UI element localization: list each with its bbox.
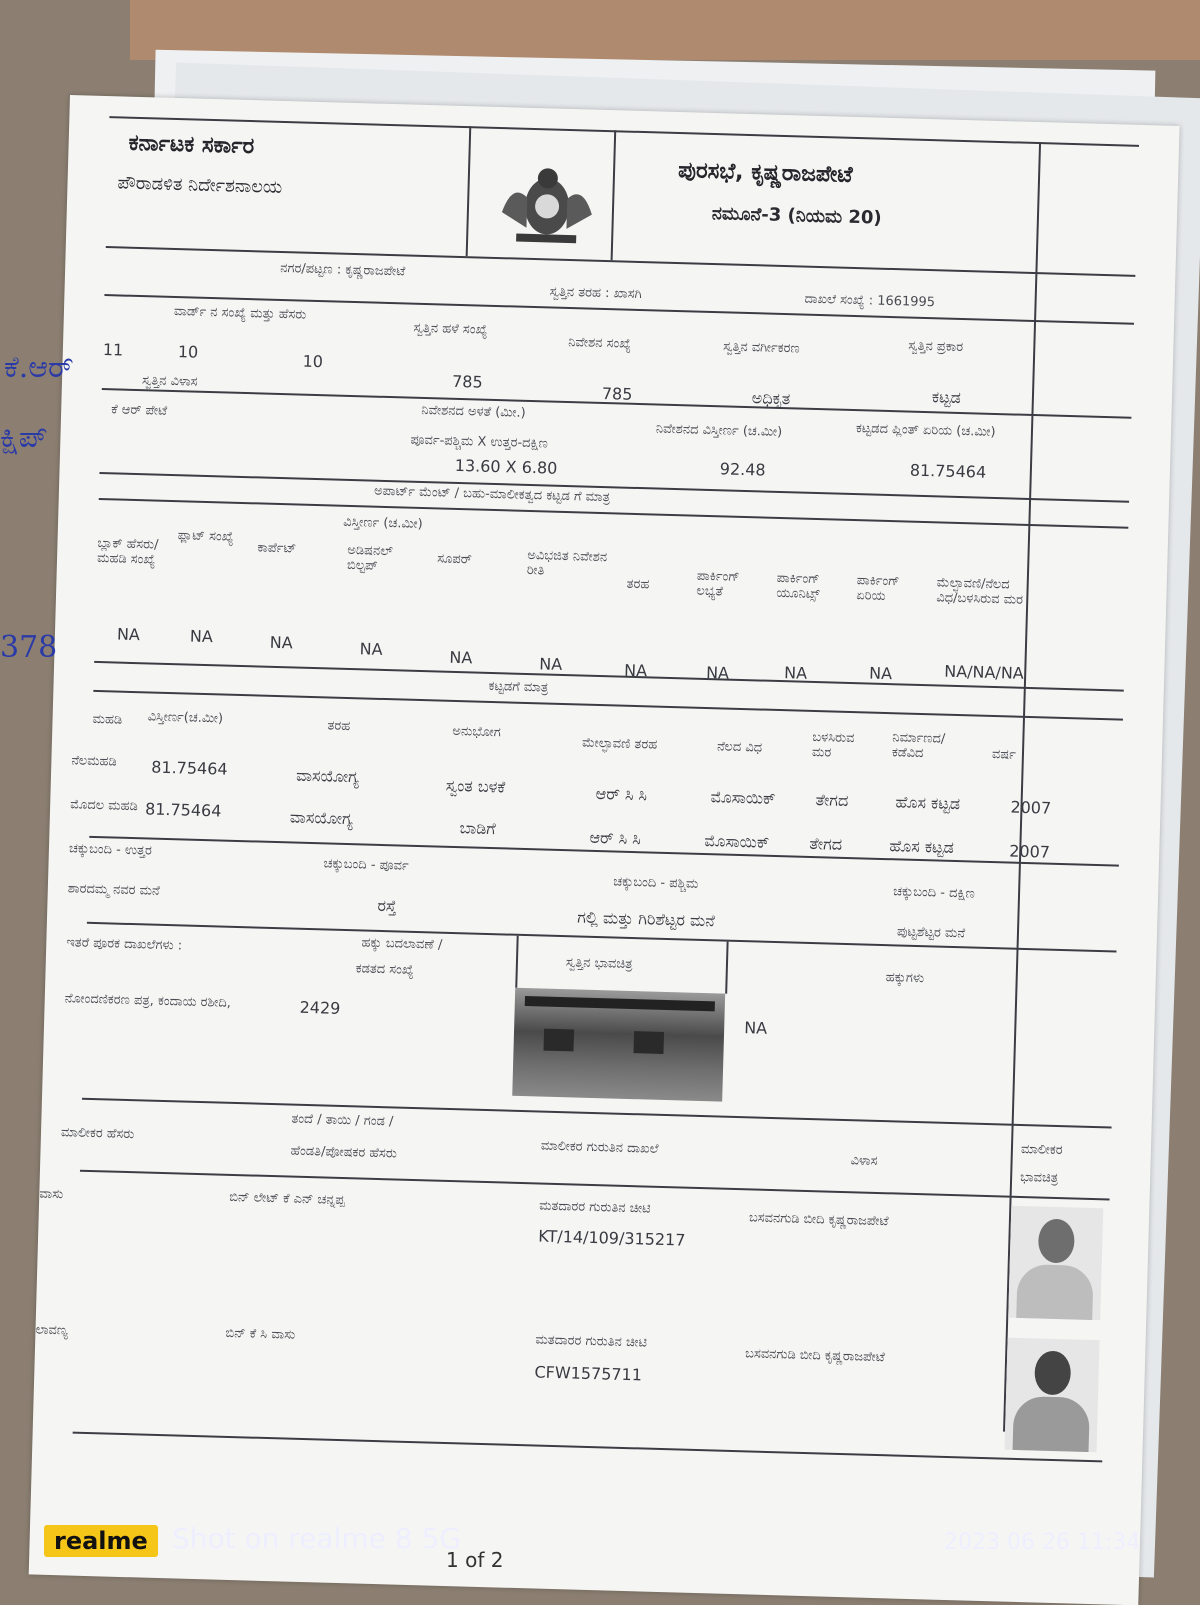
- owner-name-header: ಮಾಲೀಕರ ಹೆಸರು: [60, 1125, 135, 1143]
- supplementary-divider: [515, 936, 518, 988]
- floor-1-usage: ಸ್ವಂತ ಬಳಕೆ: [445, 775, 506, 797]
- owner-2-address: ಬಸವನಗುಡಿ ಬೀದಿ ಕೃಷ್ಣರಾಜಪೇಟೆ: [744, 1346, 885, 1366]
- floor-2-year: 2007: [1008, 841, 1051, 862]
- west-boundary: ಗಲ್ಲಿ ಮತ್ತು ಗಿರಿಶೆಟ್ಟರ ಮನೆ: [576, 907, 716, 931]
- karnataka-emblem-icon: [491, 157, 603, 250]
- certificate-sheet: [29, 95, 1180, 1605]
- property-photo-label: ಸ್ವತ್ತಿನ ಭಾವಚಿತ್ರ: [565, 955, 633, 973]
- floor-2-usage: ಬಾಡಿಗೆ: [459, 818, 496, 839]
- floor-1-wood: ತೇಗದ: [815, 790, 849, 811]
- rights-label: ಹಕ್ಕುಗಳು: [885, 970, 925, 987]
- property-kind: ಸ್ವತ್ತಿನ ತರಹ : ಖಾಸಗಿ: [549, 284, 642, 303]
- supplementary-label: ಇತರೆ ಪೂರಕ ದಾಖಲೆಗಳು :: [66, 935, 183, 954]
- city-label: ನಗರ/ಪಟ್ಟಣ : ಕೃಷ್ಣರಾಜಪೇಟೆ: [280, 260, 406, 280]
- directorate-title: ಪೌರಾಡಳಿತ ನಿರ್ದೇಶನಾಲಯ: [117, 172, 283, 198]
- site-area-label: ನಿವೇಶನದ ವಿಸ್ತೀರ್ಣ (ಚ.ಮೀ): [655, 421, 783, 441]
- handwritten-note-1: ಕೆ.ಆರ್: [4, 350, 74, 385]
- wood-header: ಬಳಸಿರುವ ಮರ: [811, 729, 855, 761]
- ward-name-2: 10: [302, 351, 324, 372]
- photo-timestamp: 2023 06 26 11:34: [944, 1530, 1141, 1555]
- north-boundary: ಶಾರದಮ್ಮ ನವರ ಮನೆ: [67, 881, 160, 899]
- type-header: ತರಹ: [327, 718, 351, 735]
- floor-2-area: 81.75464: [144, 799, 222, 821]
- floor-2-construction: ಹೊಸ ಕಟ್ಟಡ: [889, 836, 955, 857]
- owner-1-name: ವಾಸು: [39, 1186, 64, 1203]
- old-number: 785: [451, 371, 483, 392]
- area-header: ವಿಸ್ತೀರ್ಣ(ಚ.ಮೀ): [147, 709, 224, 727]
- classification-value: ಅಧಿಕೃತ: [751, 388, 791, 409]
- owner-2-photo: [1005, 1338, 1100, 1453]
- floor-1-year: 2007: [1010, 797, 1052, 818]
- site-area-value: 92.48: [719, 459, 766, 480]
- owner-2-photo-head: [1034, 1350, 1071, 1395]
- parking-units-value: NA: [783, 663, 808, 683]
- owner-photo-header-1: ಮಾಲೀಕರ: [1020, 1141, 1063, 1159]
- realme-logo: realme: [44, 1525, 158, 1557]
- floor-2-type: ವಾಸಯೋಗ್ಯ: [289, 807, 354, 829]
- floor-header: ಮಹಡಿ: [92, 711, 123, 728]
- property-photo-window: [633, 1031, 664, 1054]
- property-type-value: ಕಟ್ಟಡ: [931, 387, 962, 407]
- site-number-header: ನಿವೇಶನ ಸಂಖ್ಯೆ: [568, 335, 632, 352]
- municipality-title: ಪುರಸಭೆ, ಕೃಷ್ಣರಾಜಪೇಟೆ: [677, 158, 853, 188]
- owner-1-address: ಬಸವನಗುಡಿ ಬೀದಿ ಕೃಷ್ಣರಾಜಪೇಟೆ: [748, 1210, 889, 1230]
- building-title: ಕಟ್ಟಡಗೆ ಮಾತ್ರ: [488, 678, 549, 696]
- frame-top-line: [109, 116, 1139, 147]
- header-divider-right: [611, 130, 617, 260]
- classification-header: ಸ್ವತ್ತಿನ ವರ್ಗೀಕರಣ: [723, 339, 800, 357]
- table-surface: [130, 0, 1200, 60]
- shot-on-watermark: Shot on realme 8 5G: [172, 1522, 461, 1555]
- handwritten-note-3: 378: [0, 630, 58, 665]
- address-line: ಕೆ ಆರ್ ಪೇಟೆ: [111, 402, 168, 419]
- owner-1-id-number: KT/14/109/315217: [538, 1226, 686, 1250]
- apartment-title-line: [99, 498, 1129, 529]
- govt-title: ಕರ್ನಾಟಕ ಸರ್ಕಾರ: [128, 130, 255, 160]
- block-header: ಬ್ಲಾಕ್ ಹೆಸರು/ ಮಹಡಿ ಸಂಖ್ಯೆ: [96, 535, 159, 568]
- carpet-value: NA: [269, 632, 293, 653]
- owner-2-photo-body: [1012, 1396, 1090, 1452]
- south-boundary: ಪುಟ್ಟಶೆಟ್ಟರ ಮನೆ: [896, 924, 966, 942]
- handwritten-note-2: ಕ್ಷಿಪ್: [0, 420, 48, 455]
- property-photo: [512, 988, 725, 1102]
- owner-1-photo: [1008, 1206, 1103, 1321]
- address-label: ಸ್ವತ್ತಿನ ವಿಳಾಸ: [141, 373, 198, 390]
- owner-2-parent: ಬಿನ್ ಕೆ ಸಿ ವಾಸು: [225, 1325, 296, 1343]
- apartment-title: ಅಪಾರ್ಟ್ ಮೆಂಟ್ / ಬಹು-ಮಾಲೀಕತ್ವದ ಕಟ್ಟಡ ಗೆ ಮಾತ್ರ: [373, 483, 611, 506]
- north-boundary-label: ಚಕ್ಕುಬಂದಿ - ಉತ್ತರ: [68, 841, 153, 859]
- owner-1-id-type: ಮತದಾರರ ಗುರುತಿನ ಚೀಟಿ: [538, 1198, 651, 1217]
- ward-name: 10: [177, 342, 199, 362]
- owner-photo-header-2: ಭಾವಚಿತ್ರ: [1019, 1169, 1059, 1187]
- parking-area-value: NA: [868, 663, 893, 684]
- site-dimension-value: 13.60 X 6.80: [454, 455, 558, 478]
- usage-header: ಅನುಭೋಗ: [452, 723, 501, 741]
- floor-2-roof: ಆರ್ ಸಿ ಸಿ: [589, 827, 642, 849]
- roof-type-header: ಮೇಲ್ಛಾವಣಿ ತರಹ: [581, 735, 658, 753]
- owner-1-photo-head: [1038, 1218, 1075, 1263]
- owner-1-parent: ಬಿನ್ ಲೇಟ್ ಕೆ ಎನ್ ಚನ್ನಪ್ಪ: [229, 1189, 345, 1209]
- floor-type-header: ನೆಲದ ವಿಧ: [716, 739, 763, 756]
- floor-1: ನೆಲಮಹಡಿ: [71, 753, 117, 770]
- parking-availability-header: ಪಾರ್ಕಿಂಗ್ ಲಭ್ಯತೆ: [696, 568, 740, 600]
- form-number: ನಮೂನೆ-3 (ನಿಯಮ 20): [711, 202, 882, 229]
- floor-1-construction: ಹೊಸ ಕಟ್ಟಡ: [895, 792, 961, 814]
- old-number-header: ಸ್ವತ್ತಿನ ಹಳೆ ಸಂಖ್ಯೆ: [413, 320, 488, 338]
- site-dimension-sub: ಪೂರ್ವ-ಪಶ್ಚಿಮ X ಉತ್ತರ-ದಕ್ಷಿಣ: [410, 432, 549, 452]
- east-boundary: ರಸ್ತೆ: [377, 895, 397, 916]
- building-title-line: [93, 690, 1123, 721]
- parking-units-header: ಪಾರ್ಕಿಂಗ್ ಯೂನಿಟ್ಸ್: [776, 570, 820, 603]
- parking-area-header: ಪಾರ್ಕಿಂಗ್ ಏರಿಯ: [856, 573, 900, 604]
- flat-header: ಫ್ಲಾಟ್ ಸಂಖ್ಯೆ: [177, 528, 234, 545]
- year-header: ವರ್ಷ: [991, 747, 1017, 763]
- record-number: ದಾಖಲೆ ಸಂಖ್ಯೆ : 1661995: [804, 291, 936, 311]
- construction-header: ನಿರ್ಮಾಣದ/ ಕಡೆವಿದ: [891, 730, 946, 762]
- super-header: ಸೂಪರ್: [436, 551, 473, 568]
- property-photo-window: [544, 1029, 575, 1052]
- flat-value: NA: [189, 626, 214, 647]
- transfer-number: 2429: [299, 997, 341, 1018]
- header-divider-left: [466, 126, 472, 256]
- floor-1-roof: ಆರ್ ಸಿ ಸಿ: [595, 783, 648, 805]
- additional-builtup-value: NA: [359, 639, 383, 659]
- super-value: NA: [449, 647, 473, 668]
- parent-header-2: ಹೆಂಡತಿ/ಪೋಷಕರ ಹೆಸರು: [290, 1143, 398, 1162]
- undivided-site-value: NA: [539, 654, 563, 674]
- roof-floor-wood-header: ಮೆಲ್ಛಾವಣಿ/ನೆಲದ ವಿಧ/ಬಳಸಿರುವ ಮರ: [936, 575, 1024, 608]
- ward-header: ವಾರ್ಡ್ ನ ಸಂಖ್ಯೆ ಮತ್ತು ಹೆಸರು: [173, 303, 307, 323]
- east-boundary-label: ಚಕ್ಕುಬಂದಿ - ಪೂರ್ವ: [323, 856, 409, 874]
- additional-builtup-header: ಅಡಿಷನಲ್ ಬಿಲ್ಟಪ್: [346, 542, 394, 574]
- apt-type-header: ತರಹ: [626, 576, 650, 593]
- page-number: 1 of 2: [446, 1548, 504, 1572]
- plinth-area-value: 81.75464: [909, 460, 987, 482]
- owner-2-name: ಲಾವಣ್ಯ: [35, 1322, 69, 1339]
- floor-1-type: ವಾಸಯೋಗ್ಯ: [295, 765, 360, 787]
- owner-1-photo-body: [1016, 1264, 1094, 1320]
- apartment-area-group: ವಿಸ್ತೀರ್ಣ (ಚ.ಮೀ): [342, 514, 423, 533]
- owner-address-header: ವಿಳಾಸ: [850, 1153, 878, 1169]
- header-bottom-line: [106, 246, 1136, 280]
- parent-header-1: ತಂದೆ / ತಾಯಿ / ಗಂಡ /: [291, 1111, 394, 1130]
- owners-bottom-line: [73, 1432, 1103, 1463]
- owner-id-header: ಮಾಲೀಕರ ಗುರುತಿನ ದಾಖಲೆ: [540, 1138, 659, 1157]
- floor-2-wood: ತೇಗದ: [809, 833, 843, 854]
- west-boundary-label: ಚಕ್ಕುಬಂದಿ - ಪಶ್ಚಿಮ: [613, 874, 699, 892]
- floor-2-floortype: ಮೊಸಾಯಿಕ್: [704, 831, 770, 852]
- ward-number: 11: [102, 340, 124, 360]
- plinth-area-label: ಕಟ್ಟಡದ ಪ್ಲಿಂತ್ ಏರಿಯ (ಚ.ಮೀ): [855, 421, 996, 440]
- undivided-site-header: ಅವಿಭಜಿತ ನಿವೇಶನ ರೀತಿ: [526, 547, 608, 579]
- floor-2: ಮೊದಲ ಮಹಡಿ: [69, 797, 139, 815]
- transfer-label-2: ಕಡತದ ಸಂಖ್ಯೆ: [355, 961, 414, 978]
- property-type-header: ಸ್ವತ್ತಿನ ಪ್ರಕಾರ: [908, 338, 964, 356]
- site-number: 785: [601, 383, 633, 404]
- transfer-label-1: ಹಕ್ಕು ಬದಲಾವಣೆ /: [361, 935, 443, 953]
- block-value: NA: [116, 624, 141, 645]
- floor-1-floortype: ಮೊಸಾಯಿಕ್: [710, 787, 776, 808]
- south-boundary-label: ಚಕ್ಕುಬಂದಿ - ದಕ್ಷಿಣ: [892, 884, 975, 902]
- owner-2-id-type: ಮತದಾರರ ಗುರುತಿನ ಚೀಟಿ: [535, 1332, 648, 1351]
- carpet-header: ಕಾರ್ಪೆಟ್: [257, 540, 297, 557]
- site-dimension-label: ನಿವೇಶನದ ಅಳತೆ (ಮೀ.): [421, 402, 526, 421]
- property-photo-roof: [525, 996, 715, 1011]
- apt-type-value: NA: [623, 660, 648, 681]
- form-3-document: [35, 116, 1139, 1504]
- supplementary-divider-2: [725, 942, 728, 994]
- rights-value: NA: [743, 1018, 768, 1038]
- supplementary-bottom-line: [82, 1098, 1112, 1129]
- roof-floor-wood-value: NA/NA/NA: [943, 661, 1025, 683]
- owner-2-id-number: CFW1575711: [534, 1362, 643, 1385]
- floor-1-area: 81.75464: [151, 757, 228, 779]
- supplementary-doc: ನೋಂದಣಿಕರಣ ಪತ್ರ, ಕಂದಾಯ ರಶೀದಿ,: [64, 991, 232, 1011]
- parking-availability-value: NA: [705, 662, 730, 683]
